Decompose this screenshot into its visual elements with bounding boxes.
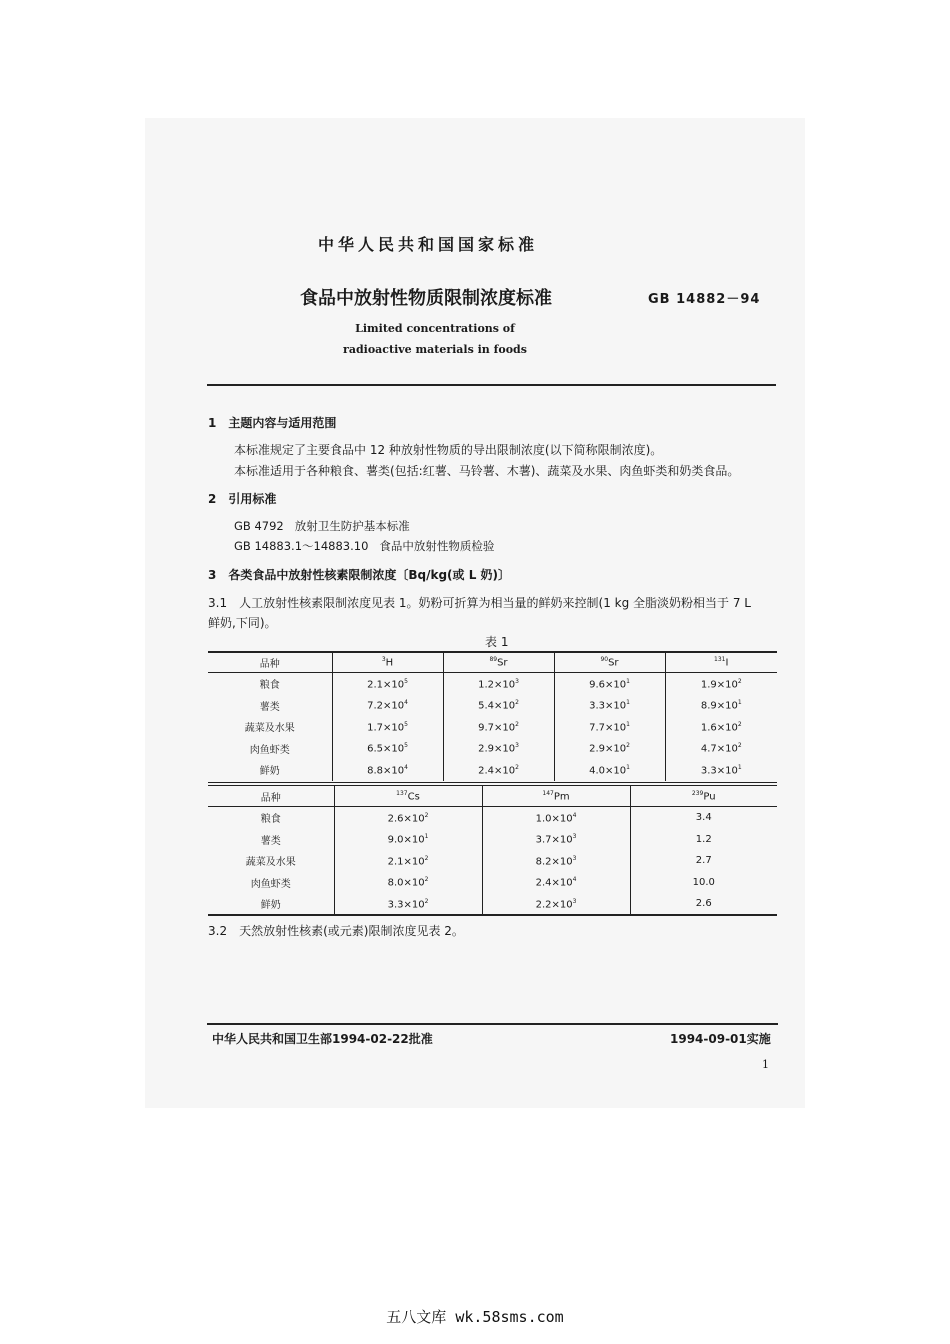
header-label: Pm xyxy=(553,791,570,803)
value-cell: 10.0 xyxy=(692,876,715,888)
value-cell: $2.9\times 10^3$ xyxy=(443,738,554,760)
header-label: 品种 xyxy=(260,792,281,804)
section-2-heading: 2 引用标准 xyxy=(208,492,277,506)
value-cell: $1.2\times 10^3$ xyxy=(443,673,554,695)
table-caption: 表 1 xyxy=(485,635,509,649)
value-cell: $1.7\times 10^5$ xyxy=(332,716,443,738)
watermark: 五八文库 wk.58sms.com xyxy=(386,1308,564,1326)
value-cell: $6.5\times 10^5$ xyxy=(332,738,443,760)
value-cell: $8.9\times 10^1$ xyxy=(700,699,742,712)
value-cell: 2.6 xyxy=(695,898,712,910)
mass-number: 90 xyxy=(600,655,609,663)
table-row xyxy=(208,738,777,760)
header-cell xyxy=(554,652,665,673)
reference-code: GB 4792 xyxy=(234,519,284,533)
row-name: 鲜奶 xyxy=(208,893,334,915)
table-row xyxy=(208,673,777,695)
value-cell: $5.4\times 10^2$ xyxy=(443,695,554,717)
mass-number: 137 xyxy=(396,789,408,797)
value-cell: $2.4\times 10^2$ xyxy=(443,759,554,781)
value-cell: $4.0\times 10^1$ xyxy=(554,759,665,781)
table-1b-bottom-rule xyxy=(208,914,777,916)
value-cell: $1.9\times 10^2$ xyxy=(700,677,742,690)
header-cell xyxy=(208,652,332,673)
row-name: 鲜奶 xyxy=(208,759,332,781)
header-label: Pu xyxy=(703,791,716,803)
value-cell: $3.3\times 10^1$ xyxy=(554,695,665,717)
reference-name: 食品中放射性物质检验 xyxy=(379,539,495,553)
mass-number: 3 xyxy=(381,655,386,663)
reference-name: 放射卫生防护基本标准 xyxy=(294,519,410,533)
mass-number: 131 xyxy=(714,655,726,663)
row-name: 肉鱼虾类 xyxy=(208,872,334,894)
table-row xyxy=(208,695,777,717)
row-name: 蔬菜及水果 xyxy=(208,850,334,872)
page-number: 1 xyxy=(762,1058,769,1071)
footer-rule xyxy=(207,1023,778,1025)
header-cell xyxy=(443,652,554,673)
table-row xyxy=(208,829,777,851)
section-3-heading: 3 各类食品中放射性核素限制浓度〔Bq/kg(或 L 奶)〕 xyxy=(208,568,511,582)
reference-1 xyxy=(234,518,410,534)
value-cell: $3.3\times 10^2$ xyxy=(334,893,482,915)
header-label: I xyxy=(725,657,729,669)
table-row xyxy=(208,872,777,894)
header-label: Sr xyxy=(497,657,508,669)
value-cell: $2.1\times 10^2$ xyxy=(334,850,482,872)
value-cell: 2.7 xyxy=(695,855,712,867)
value-cell: $2.9\times 10^2$ xyxy=(554,738,665,760)
value-cell: $9.0\times 10^1$ xyxy=(334,829,482,851)
approval-line: 中华人民共和国卫生部1994-02-22批准 xyxy=(212,1032,433,1046)
header-label: 品种 xyxy=(259,658,280,670)
value-cell: $2.2\times 10^3$ xyxy=(482,893,630,915)
row-name: 粮食 xyxy=(208,807,334,829)
value-cell: 1.2 xyxy=(695,833,712,845)
table-row xyxy=(208,759,777,781)
table-row xyxy=(208,807,777,829)
table-row xyxy=(208,850,777,872)
header-cell xyxy=(482,786,630,807)
value-cell: $3.7\times 10^3$ xyxy=(482,829,630,851)
header-label: Cs xyxy=(407,791,420,803)
value-cell: $1.6\times 10^2$ xyxy=(700,720,742,733)
value-cell: $7.2\times 10^4$ xyxy=(332,695,443,717)
table-1a xyxy=(208,652,777,781)
value-cell: $2.1\times 10^5$ xyxy=(332,673,443,695)
english-title-line1: Limited concentrations of xyxy=(355,322,515,335)
table-header-row xyxy=(208,786,777,807)
section-1-paragraph-2: 本标准适用于各种粮食、薯类(包括:红薯、马铃薯、木薯)、蔬菜及水果、肉鱼虾类和奶类食品。 xyxy=(234,464,740,478)
value-cell: 3.4 xyxy=(695,812,712,824)
table-row xyxy=(208,893,777,915)
table-1b xyxy=(208,786,777,915)
row-name: 粮食 xyxy=(208,673,332,695)
value-cell: $7.7\times 10^1$ xyxy=(554,716,665,738)
header-cell xyxy=(630,786,777,807)
section-1-paragraph-1: 本标准规定了主要食品中 12 种放射性物质的导出限制浓度(以下简称限制浓度)。 xyxy=(234,443,663,457)
header-rule xyxy=(207,384,776,386)
english-title-line2: radioactive materials in foods xyxy=(343,343,527,356)
mass-number: 239 xyxy=(691,789,704,797)
effective-date: 1994-09-01实施 xyxy=(670,1032,771,1046)
row-name: 肉鱼虾类 xyxy=(208,738,332,760)
section-3-1-line2: 鲜奶,下同)。 xyxy=(208,616,277,630)
header-cell xyxy=(665,652,777,673)
document-page xyxy=(145,118,805,1108)
value-cell: $1.0\times 10^4$ xyxy=(482,807,630,829)
value-cell: $8.2\times 10^3$ xyxy=(482,850,630,872)
value-cell: $8.0\times 10^2$ xyxy=(334,872,482,894)
mass-number: 89 xyxy=(489,655,498,663)
header-label: Sr xyxy=(608,657,619,669)
standard-type: 中华人民共和国国家标准 xyxy=(318,235,539,254)
header-cell xyxy=(332,652,443,673)
value-cell: $9.7\times 10^2$ xyxy=(443,716,554,738)
section-1-heading: 1 主题内容与适用范围 xyxy=(208,416,337,430)
row-name: 薯类 xyxy=(208,695,332,717)
value-cell: $2.4\times 10^4$ xyxy=(482,872,630,894)
value-cell: $4.7\times 10^2$ xyxy=(700,742,742,755)
table-row xyxy=(208,716,777,738)
table-1a-bottom-rule xyxy=(208,782,777,783)
value-cell: $8.8\times 10^4$ xyxy=(332,759,443,781)
reference-code: GB 14883.1～14883.10 xyxy=(234,539,369,553)
header-label: H xyxy=(385,657,394,669)
standard-code: GB 14882－94 xyxy=(648,292,761,307)
table-header-row xyxy=(208,652,777,673)
mass-number: 147 xyxy=(542,789,554,797)
row-name: 薯类 xyxy=(208,829,334,851)
header-cell xyxy=(208,786,334,807)
value-cell: $9.6\times 10^1$ xyxy=(554,673,665,695)
value-cell: $2.6\times 10^2$ xyxy=(334,807,482,829)
section-3-2: 3.2 天然放射性核素(或元素)限制浓度见表 2。 xyxy=(208,924,464,938)
section-3-1-line1: 3.1 人工放射性核素限制浓度见表 1。奶粉可折算为相当量的鲜奶来控制(1 kg 全脂淡奶粉相当于 7 L xyxy=(208,596,751,610)
value-cell: $3.3\times 10^1$ xyxy=(700,763,742,776)
row-name: 蔬菜及水果 xyxy=(208,716,332,738)
header-cell xyxy=(334,786,482,807)
reference-2 xyxy=(234,538,494,554)
document-title: 食品中放射性物质限制浓度标准 xyxy=(300,288,552,309)
